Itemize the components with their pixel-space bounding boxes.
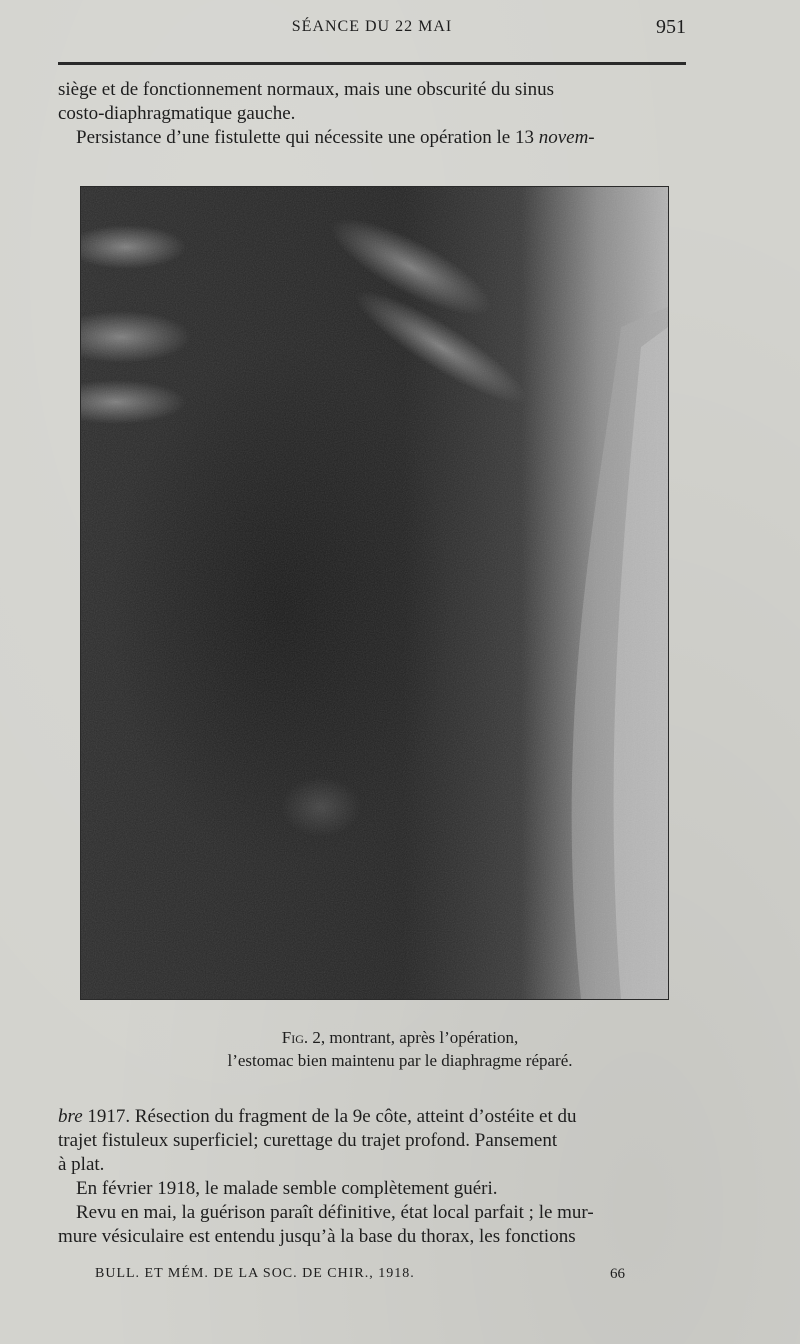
text-line: mure vésiculaire est entendu jusqu’à la base du thorax, les fonctions <box>58 1226 576 1247</box>
text-line: trajet fistuleux superficiel; curettage du trajet profond. Pansement <box>58 1130 558 1151</box>
text-line: siège et de fonctionnement normaux, mais une obscurité du sinus <box>58 79 554 100</box>
text-line <box>58 1105 690 1129</box>
top-paragraphs <box>58 78 690 150</box>
text-span-italic: novem- <box>538 127 595 148</box>
header-rule <box>58 62 686 65</box>
figure-caption <box>140 1026 660 1072</box>
xray-figure <box>80 186 669 1000</box>
signature-mark: 66 <box>610 1266 625 1282</box>
caption-text: montrant, après l’opération, <box>325 1028 519 1047</box>
text-line <box>58 126 690 150</box>
running-head: SÉANCE DU 22 MAI <box>291 18 453 35</box>
text-line: Revu en mai, la guérison paraît définitive, état local parfait ; le mur- <box>76 1202 594 1223</box>
footer-source: BULL. ET MÉM. DE LA SOC. DE CHIR., 1918. <box>95 1266 415 1281</box>
caption-line: l’estomac bien maintenu par le diaphragme réparé. <box>227 1051 573 1070</box>
text-span-italic: bre <box>58 1106 83 1127</box>
text-line: En février 1918, le malade semble complètement guéri. <box>76 1178 498 1199</box>
page-header <box>58 18 686 48</box>
text-line: à plat. <box>58 1154 105 1175</box>
bottom-paragraphs <box>58 1105 690 1249</box>
caption-label: Fig. 2, <box>281 1028 326 1047</box>
text-span: 1917. Résection du fragment de la 9e côte, atteint d’ostéite et du <box>82 1106 577 1127</box>
caption-line <box>140 1026 660 1049</box>
text-line: costo-diaphragmatique gauche. <box>58 103 296 124</box>
page-footer <box>95 1266 635 1288</box>
page-number: 951 <box>656 16 686 38</box>
text-span: Persistance d’une fistulette qui nécessite une opération le 13 <box>76 127 539 148</box>
xray-image <box>81 187 668 999</box>
